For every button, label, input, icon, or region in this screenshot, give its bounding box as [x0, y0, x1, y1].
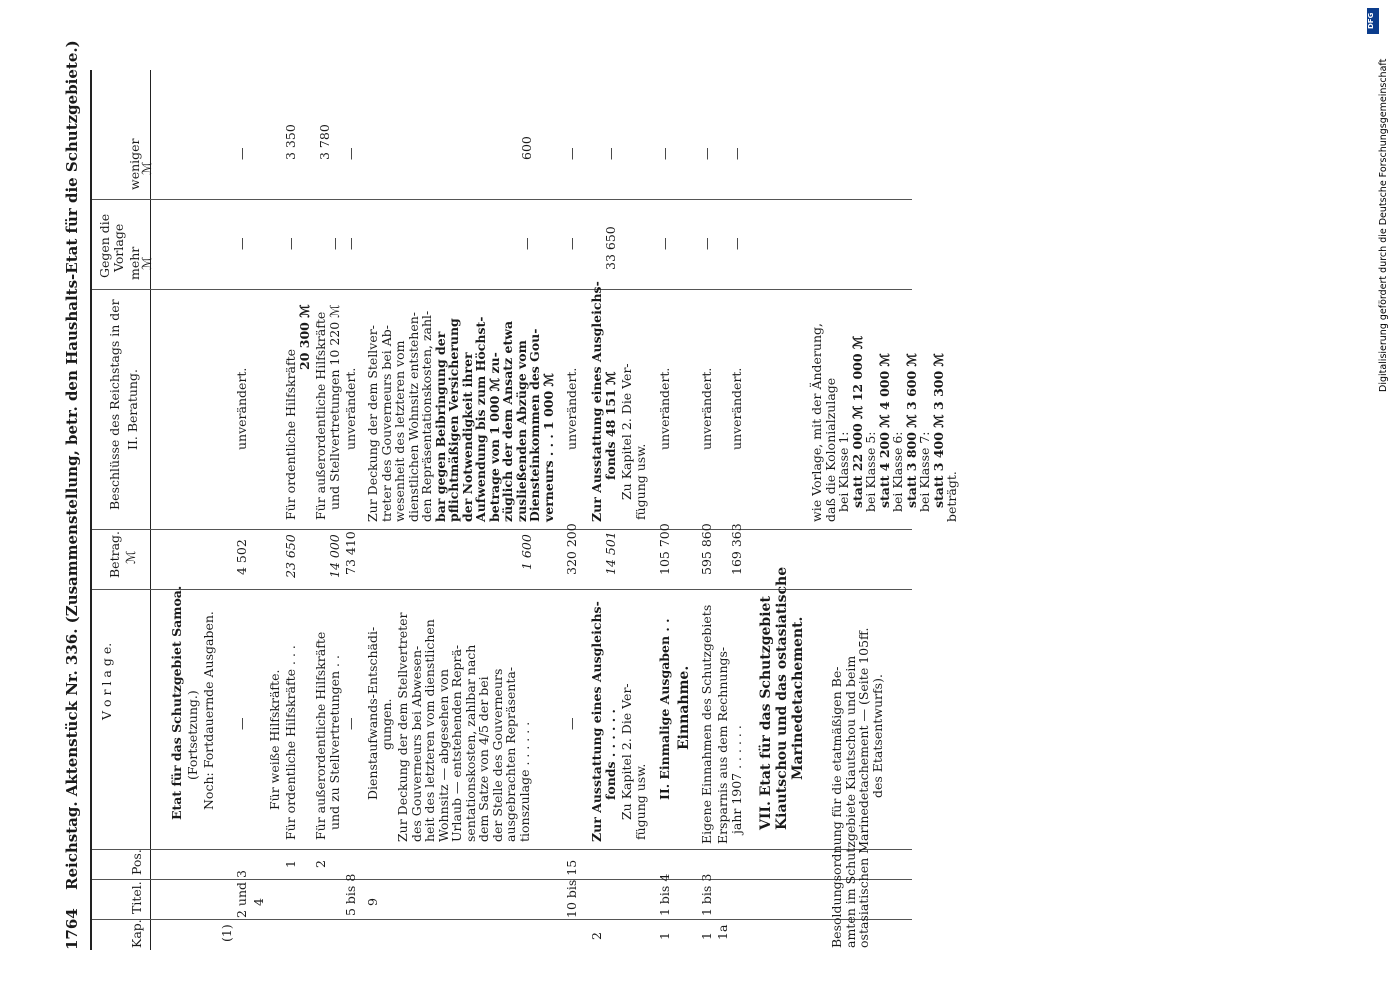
text-line: pflichtmäßigen Versicherung: [446, 318, 461, 522]
vii-title-3: Marinedetachement.: [790, 616, 806, 780]
text-line: Aufwendung bis zum Höchst-: [473, 316, 488, 522]
r2-beschluss2a: Für außerordentliche Hilfskräfte: [313, 311, 328, 520]
r5-betrag: 320 200: [564, 523, 579, 575]
r4-vorlage-head1: Dienstaufwands-Entschädi-: [365, 626, 380, 800]
r7-titel: 1 bis 4: [657, 873, 672, 916]
text-line: züglich der dem Ansatz etwa: [500, 320, 515, 522]
col-betrag: Betrag.: [107, 530, 122, 578]
r2-weniger2: 3 780: [317, 124, 332, 160]
col-mehr-unit: ℳ: [139, 256, 154, 270]
text-line: Zur Deckung der dem Stellver-: [365, 325, 380, 522]
r4-betrag: 1 600: [519, 534, 534, 570]
text-line: Urlaub — entstehenden Reprä-: [449, 644, 464, 842]
text-line: den Repräsentationskosten, zahl-: [419, 310, 434, 522]
r2-vorlage1: Für ordentliche Hilfskräfte . . .: [283, 645, 298, 840]
r5-beschluss: unverändert.: [564, 367, 579, 450]
besoldung-beschluss: [810, 292, 959, 522]
text-line: treter des Gouverneurs bei Ab-: [378, 324, 394, 522]
samoa-subtitle: (Fortsetzung.): [185, 690, 200, 780]
r1-vorlage: —: [234, 717, 249, 730]
r2-vorlage-head: Für weiße Hilfskräfte.: [267, 669, 282, 810]
r6-beschluss1: Zur Ausstattung eines Ausgleichs-: [589, 281, 604, 522]
r3-betrag: 73 410: [343, 531, 358, 575]
r1-mehr: —: [234, 237, 249, 250]
r9-beschluss: unverändert.: [729, 367, 744, 450]
col-pos: Pos.: [129, 849, 144, 875]
col-sep: [92, 529, 912, 530]
r8-betrag: 595 860: [699, 523, 714, 575]
r1-titel: 2 und 3: [234, 870, 249, 918]
r1-kap: (1): [219, 924, 234, 942]
r9-kap: 1a: [715, 924, 730, 940]
r6-vorlage2: fonds . . . . . .: [603, 709, 618, 800]
r5-mehr: —: [564, 237, 579, 250]
r6-beschluss3: Zu Kapitel 2. Die Ver-: [619, 363, 634, 500]
r9-vorlage1: Ersparnis aus dem Rechnungs-: [715, 646, 730, 844]
text-line: statt 22 000 ℳ 12 000 ℳ: [849, 335, 865, 508]
col-titel: Titel.: [129, 881, 144, 914]
col-weniger-unit: ℳ: [139, 161, 154, 175]
r6-beschluss2: fonds 48 151 ℳ: [603, 371, 618, 480]
text-line: sentationskosten, zahlbar nach: [462, 644, 478, 842]
text-line: bei Klasse 5:: [863, 431, 878, 512]
text-line: bei Klasse 7:: [917, 431, 932, 512]
text-line: der Stelle des Gouverneurs: [489, 668, 505, 842]
r4-vorlage-head2: gungen.: [379, 698, 394, 750]
col-sep: [92, 919, 912, 920]
r2-betrag2: 14 000: [327, 534, 342, 578]
r8-mehr: —: [699, 237, 714, 250]
besoldung-text: [830, 538, 884, 948]
r7-vorlage: II. Einmalige Ausgaben . .: [657, 618, 672, 800]
col-beschluesse-2: II. Beratung.: [125, 369, 140, 450]
text-line: beträgt.: [944, 471, 959, 522]
text-line: der Notwendigkeit ihrer: [459, 352, 475, 522]
text-line: ostasiatischen Marinedetachement — (Seite 105ff.: [856, 627, 871, 948]
r4-vorlage-text: [396, 594, 531, 842]
page-number: 1764: [63, 908, 81, 950]
r4-beschluss-text: [366, 294, 555, 522]
r9-mehr: —: [729, 237, 744, 250]
col-weniger: weniger: [127, 138, 142, 190]
r6-mehr: 33 650: [603, 226, 618, 270]
text-line: dienstlichen Wohnsitz entstehen-: [405, 311, 421, 522]
r3-weniger: —: [343, 147, 358, 160]
col-sep: [92, 879, 912, 880]
col-mehr: mehr: [127, 246, 142, 280]
r2-pos2: 2: [313, 860, 328, 868]
page-title: Reichstag. Aktenstück Nr. 336. (Zusammenstellung, betr. den Haushalts-Etat für die Schutzgebiete.): [63, 40, 81, 890]
r7-kap: 1: [657, 932, 672, 940]
text-line: betrage von 1 000 ℳ zu-: [486, 352, 502, 522]
r9-betrag: 169 363: [729, 523, 744, 575]
r3-titel: 5 bis 8: [343, 873, 358, 916]
text-line: statt 3 400 ℳ 3 300 ℳ: [930, 353, 946, 508]
vii-title-1: VII. Etat für das Schutzgebiet: [758, 596, 774, 830]
r7-beschluss: unverändert.: [657, 367, 672, 450]
text-line: heit des letzteren vom dienstlichen: [422, 619, 437, 842]
r2-vorlage2b: und zu Stellvertretungen . .: [327, 655, 342, 830]
vii-title-2: Kiautschou und das ostasiatische: [774, 566, 790, 830]
r8-weniger: —: [699, 147, 714, 160]
col-kap: Kap.: [129, 919, 144, 948]
col-betrag-unit: ℳ: [123, 550, 138, 564]
text-line: amten im Schutzgebiete Kiautschou und beim: [842, 655, 858, 948]
r8-vorlage: Eigene Einnahmen des Schutzgebiets: [699, 604, 714, 844]
r1-betrag: 4 502: [234, 539, 249, 575]
digitization-note: Digitalisierung gefördert durch die Deutsche Forschungsgemeinschaft: [1378, 58, 1389, 392]
r5-vorlage: —: [564, 717, 579, 730]
text-line: Wohnsitz — abgesehen von: [435, 669, 451, 842]
text-line: bei Klasse 6:: [890, 431, 905, 512]
text-line: des Gouverneurs bei Abwesen-: [408, 645, 424, 842]
r3-vorlage: —: [343, 717, 358, 730]
column-header-rule: [150, 70, 151, 950]
noch-label: Noch: Fortdauernde Ausgaben.: [201, 611, 216, 810]
col-gegen-2: Vorlage: [111, 223, 126, 272]
col-vorlage: V o r l a g e.: [99, 642, 114, 720]
text-line: bar gegen Beibringung der: [432, 331, 448, 522]
r2-vorlage2a: Für außerordentliche Hilfskräfte: [313, 631, 328, 840]
r1-weniger: —: [234, 147, 249, 160]
r3-mehr: —: [343, 237, 358, 250]
col-sep: [92, 289, 912, 290]
text-line: statt 4 200 ℳ 4 000 ℳ: [876, 353, 892, 508]
r7-weniger: —: [657, 147, 672, 160]
samoa-title: Etat für das Schutzgebiet Samoa.: [169, 585, 184, 820]
header-rule: [90, 70, 92, 950]
r2-beschluss2b: und Stellvertretungen 10 220 ℳ: [327, 304, 342, 510]
r6-weniger: —: [603, 147, 618, 160]
r9-weniger: —: [729, 147, 744, 160]
text-line: Zur Deckung der dem Stellvertreter: [395, 612, 410, 842]
r4-titel: 9: [365, 898, 380, 906]
r1-beschluss: unverändert.: [234, 367, 249, 450]
col-sep: [92, 849, 912, 850]
text-line: dem Satze von 4/5 der bei: [476, 676, 491, 842]
r2-beschluss1a: Für ordentliche Hilfskräfte: [283, 348, 298, 520]
r6-vorlage1: Zur Ausstattung eines Ausgleichs-: [589, 601, 604, 842]
einnahme-heading: Einnahme.: [676, 665, 692, 750]
r5-weniger: —: [564, 147, 579, 160]
text-line: ausgebrachten Repräsenta-: [503, 666, 518, 842]
r2-titel: 4: [251, 898, 266, 906]
r6-vorlage4: fügung usw.: [633, 763, 648, 840]
col-gegen-1: Gegen die: [97, 213, 112, 278]
text-line: bei Klasse 1:: [836, 431, 851, 512]
r2-beschluss1b: 20 300 ℳ: [297, 304, 312, 370]
r2-pos1: 1: [283, 860, 298, 868]
r5-titel: 10 bis 15: [564, 859, 579, 918]
col-sep: [92, 199, 912, 200]
r2-betrag1: 23 650: [283, 534, 298, 578]
dfg-logo: DFG: [1367, 8, 1379, 34]
r2-mehr1: —: [283, 237, 298, 250]
text-line: wie Vorlage, mit der Änderung,: [809, 323, 824, 522]
r6-betrag: 14 501: [603, 531, 618, 575]
r6-beschluss4: fügung usw.: [633, 443, 648, 520]
text-line: zusließenden Abzüge vom: [513, 340, 529, 522]
text-line: wesenheit des letzteren vom: [392, 340, 407, 522]
r6-vorlage3: Zu Kapitel 2. Die Ver-: [619, 683, 634, 820]
r6-kap: 2: [589, 932, 604, 940]
col-beschluesse-1: Beschlüsse des Reichstags in der: [107, 299, 122, 510]
side-note: [1356, 12, 1389, 992]
r8-beschluss: unverändert.: [699, 367, 714, 450]
r2-mehr2: —: [327, 237, 342, 250]
text-line: des Etatsentwurfs).: [869, 674, 885, 798]
r3-beschluss: unverändert.: [343, 367, 358, 450]
r7-betrag: 105 700: [657, 523, 672, 575]
text-line: verneurs . . . 1 000 ℳ: [540, 373, 556, 522]
text-line: Besoldungsordnung für die etatmäßigen Be-: [829, 666, 844, 948]
r9-vorlage2: jahr 1907 . . . . . .: [729, 725, 744, 834]
r4-weniger: 600: [519, 136, 534, 160]
r2-weniger1: 3 350: [283, 124, 298, 160]
rotated-table: [60, 40, 1300, 950]
text-line: tionszulage . . . . . .: [516, 721, 532, 842]
text-line: daß die Kolonialzulage: [822, 377, 838, 522]
r7-mehr: —: [657, 237, 672, 250]
text-line: Diensteinkommen des Gou-: [527, 328, 542, 522]
r8-titel: 1 bis 3: [699, 873, 714, 916]
r4-mehr: —: [519, 237, 534, 250]
text-line: statt 3 800 ℳ 3 600 ℳ: [903, 353, 919, 508]
r8-kap: 1: [699, 932, 714, 940]
